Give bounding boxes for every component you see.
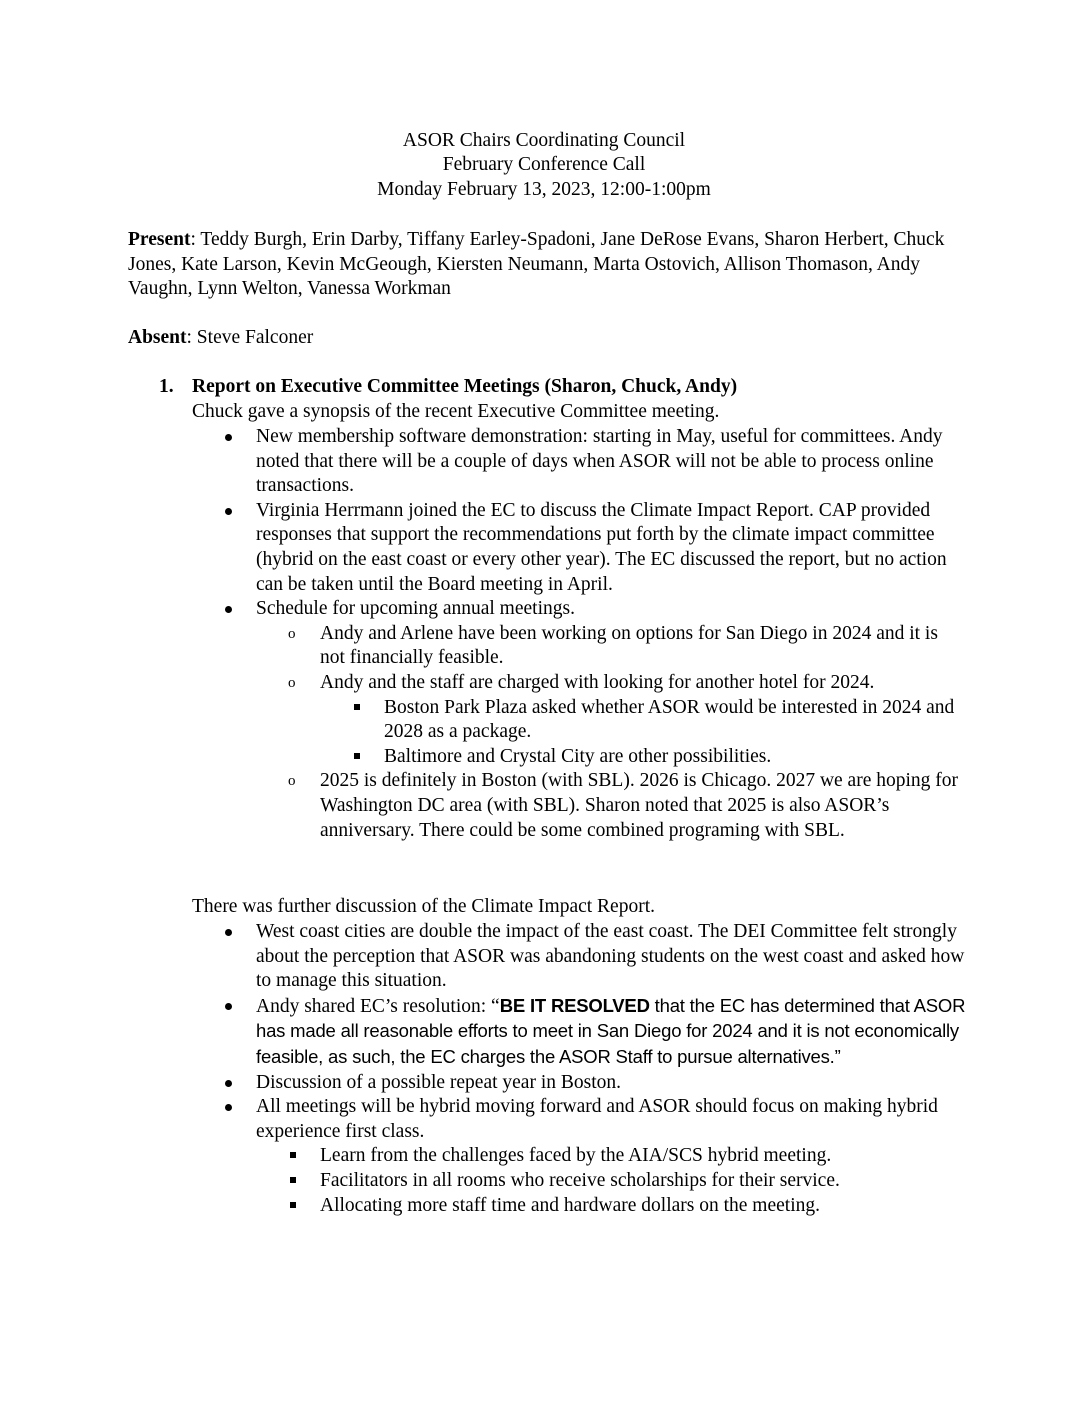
document-header	[0, 129, 1088, 202]
climate-bullet-list	[256, 920, 966, 1218]
hybrid-sublist	[320, 1144, 966, 1218]
list-item: Allocating more staff time and hardware dollars on the meeting.	[320, 1194, 966, 1219]
list-item: Discussion of a possible repeat year in Boston.	[256, 1071, 966, 1096]
absent-paragraph	[128, 326, 948, 351]
present-names: : Teddy Burgh, Erin Darby, Tiffany Earley-Spadoni, Jane DeRose Evans, Sharon Herbert, Chuck Jones, Kate Larson, Kevin McGeough, Kiersten Neumann, Marta Ostovich, Allison Thomason, Andy Vaughn, Lynn Welton, Vanessa Workman	[128, 229, 945, 300]
list-item: Virginia Herrmann joined the EC to discuss the Climate Impact Report. CAP provided responses that support the recommendations put forth by the climate impact committee (hybrid on the east coast or every other year). The EC discussed the report, but no action can be taken until the Board meeting in April.	[256, 499, 966, 597]
list-item: West coast cities are double the impact of the east coast. The DEI Committee felt strongly about the perception that ASOR was abandoning students on the west coast and asked how to manage this situation.	[256, 920, 966, 994]
list-item: Facilitators in all rooms who receive scholarships for their service.	[320, 1169, 966, 1194]
agenda-item-number: 1.	[159, 376, 174, 397]
present-paragraph	[128, 228, 948, 302]
list-item: o Andy and the staff are charged with looking for another hotel for 2024. Boston Park Plaza asked whether ASOR would be interested in 2024 and 2028 as a package. Baltimore and Crystal City are other possibilities.	[320, 671, 966, 769]
ec-resolution: BE IT RESOLVED that the EC has determined that ASOR has made all reasonable efforts to meet in San Diego for 2024 and it is not economically feasible, as such, the EC charges the ASOR Staff to pursue alternatives.”	[256, 994, 966, 1067]
list-item: Andy shared EC’s resolution: “BE IT RESOLVED that the EC has determined that ASOR has made all reasonable efforts to meet in San Diego for 2024 and it is not economically feasible, as such, the EC charges the ASOR Staff to pursue alternatives.”	[256, 994, 966, 1071]
schedule-sublist	[320, 622, 966, 843]
absent-names: : Steve Falconer	[186, 327, 314, 348]
list-item: o 2025 is definitely in Boston (with SBL). 2026 is Chicago. 2027 we are hoping for Washington DC area (with SBL). Sharon noted that 2025 is also ASOR’s anniversary. There could be some combined programing with SBL.	[320, 769, 966, 843]
list-item: o Andy and Arlene have been working on options for San Diego in 2024 and it is not financially feasible.	[320, 622, 966, 671]
hotel-sublist	[384, 696, 966, 770]
meeting-title: February Conference Call	[442, 154, 646, 176]
climate-intro: There was further discussion of the Climate Impact Report.	[192, 896, 655, 917]
list-item: New membership software demonstration: starting in May, useful for committees. Andy noted that there will be a couple of days when ASOR will not be able to process online transactions.	[256, 425, 966, 499]
meeting-date: Monday February 13, 2023, 12:00-1:00pm	[377, 178, 711, 200]
list-item: Schedule for upcoming annual meetings. o Andy and Arlene have been working on options for San Diego in 2024 and it is not financially feasible. o Andy and the staff are charged with looking for another hotel for 2024. Boston Park Plaza asked whether ASOR would be interested in 2024 and 2028 as a package. Baltimore and Crystal City are other possibilities. o 2025 is definitely in Boston (with SBL). 2026 is Chicago. 2027 we are hoping for Washington DC area (with SBL). Sharon noted that 2025 is also ASOR’s anniversary. There could be some combined programing with SBL.	[256, 597, 966, 843]
absent-label: Absent	[128, 327, 187, 348]
item1-bullet-list	[256, 425, 966, 843]
present-label: Present	[128, 229, 191, 250]
list-item: Boston Park Plaza asked whether ASOR would be interested in 2024 and 2028 as a package.	[384, 696, 966, 745]
list-item: Baltimore and Crystal City are other possibilities.	[384, 745, 966, 770]
agenda-item-title: Report on Executive Committee Meetings (Sharon, Chuck, Andy)	[192, 376, 738, 397]
list-item: Learn from the challenges faced by the AIA/SCS hybrid meeting.	[320, 1144, 966, 1169]
council-title: ASOR Chairs Coordinating Council	[402, 130, 686, 151]
item1-intro: Chuck gave a synopsis of the recent Executive Committee meeting.	[192, 401, 720, 422]
list-item: All meetings will be hybrid moving forward and ASOR should focus on making hybrid experience first class. Learn from the challenges faced by the AIA/SCS hybrid meeting. Facilitators in all rooms who receive scholarships for their service. Allocating more staff time and hardware dollars on the meeting.	[256, 1095, 966, 1218]
